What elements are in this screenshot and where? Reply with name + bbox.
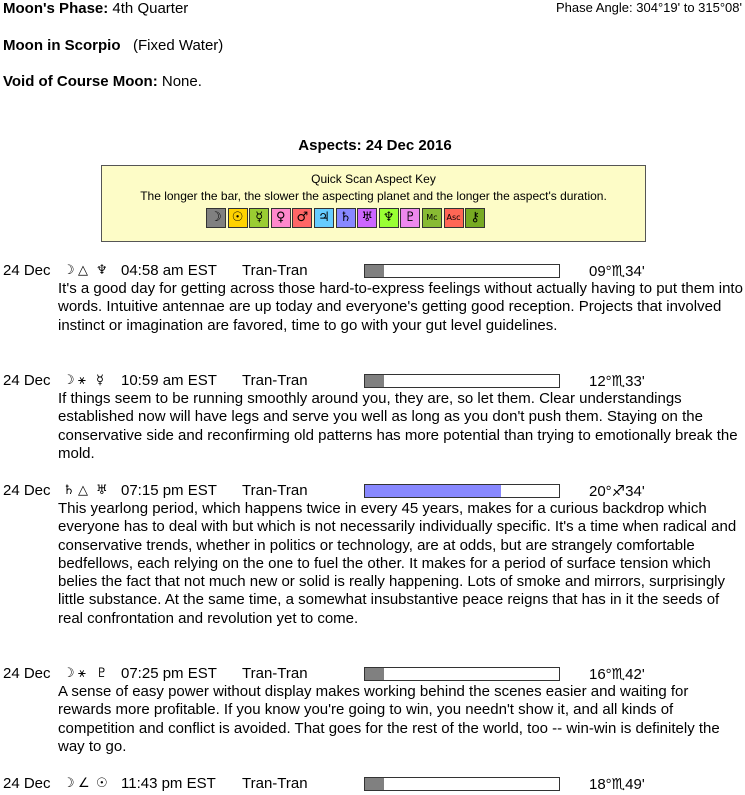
aspect-interpretation: This yearlong period, which happens twice in every 45 years, makes for a curious backdrop which everyone has to deal with but which is not necessarily individually specific. It's a time when radical and conservative trends, whether in politics or technology, are at odds, but are strangely comfortable bedfellows, each relying on the one to fuel the other. It makes for a period of surface tension which belies the fact that not much new or solid is really happening. Lots of smoke and mirrors, surprisingly little substance. At the same time, a somewhat insubstantive peace reigns that has in it the seeds of real confrontation and revolution yet to come.: [58, 500, 737, 627]
swatch-midheaven-icon: Mc: [422, 208, 442, 228]
aspect-planet1-icon: ☽: [63, 666, 75, 681]
aspect-time: 10:59 am EST: [121, 372, 217, 389]
aspect-symbol-icon: △: [78, 263, 88, 278]
swatch-moon-icon: ☽: [206, 208, 226, 228]
aspect-time: 11:43 pm EST: [121, 775, 216, 792]
aspect-planet2-icon: ♇: [96, 666, 108, 681]
moon-phase-label: Moon's Phase:: [3, 0, 109, 17]
aspect-symbol-icon: ⚹: [78, 373, 86, 388]
aspect-date: 24 Dec: [3, 482, 51, 499]
aspect-key-box: [101, 165, 646, 242]
aspect-key-description: The longer the bar, the slower the aspecting planet and the longer the aspect's duration.: [140, 189, 607, 203]
aspect-duration-fill: [365, 485, 501, 497]
aspect-date: 24 Dec: [3, 262, 51, 279]
swatch-chiron-icon: ⚷: [465, 208, 485, 228]
swatch-mars-icon: ♂: [292, 208, 312, 228]
aspect-planet2-icon: ♆: [96, 263, 108, 278]
aspect-interpretation: A sense of easy power without display makes working behind the scenes easier and waiting for rewards more profitable. If you know you're going to win, you needn't show it, and all kinds of competition and conflict is avoided. That goes for the rest of the world, too -- win-win is definitely the way to go.: [58, 683, 720, 755]
phase-angle-value: 304°19' to 315°08': [636, 0, 742, 15]
aspect-key-title: Quick Scan Aspect Key: [311, 172, 436, 186]
aspect-planet2-icon: ♅: [96, 483, 108, 498]
aspect-date: 24 Dec: [3, 372, 51, 389]
aspect-degree: 18°♏49': [589, 776, 645, 793]
aspect-degree: 16°♏42': [589, 666, 645, 683]
aspect-planet2-icon: ☉: [96, 776, 108, 791]
aspect-duration-bar: [364, 374, 560, 388]
moon-phase-value: 4th Quarter: [112, 0, 189, 17]
aspect-duration-fill: [365, 778, 384, 790]
aspect-symbol-icon: ⚹: [78, 666, 86, 681]
swatch-pluto-icon: ♇: [400, 208, 420, 228]
aspect-duration-fill: [365, 265, 384, 277]
aspect-symbol-icon: △: [78, 483, 88, 498]
aspect-planet1-icon: ☽: [63, 263, 75, 278]
aspect-planet1-icon: ☽: [63, 373, 75, 388]
aspect-date: 24 Dec: [3, 665, 51, 682]
aspect-degree: 12°♏33': [589, 373, 645, 390]
aspect-type: Tran-Tran: [242, 262, 308, 279]
aspect-time: 07:15 pm EST: [121, 482, 217, 499]
voc-label: Void of Course Moon:: [3, 73, 158, 90]
aspect-type: Tran-Tran: [242, 482, 308, 499]
aspect-planet1-icon: ♄: [63, 483, 75, 498]
aspect-planet2-icon: ☿: [96, 373, 104, 388]
aspect-type: Tran-Tran: [242, 372, 308, 389]
moon-phase-row: [3, 0, 188, 18]
swatch-saturn-icon: ♄: [336, 208, 356, 228]
aspect-key-swatches: [206, 208, 487, 228]
swatch-neptune-icon: ♆: [379, 208, 399, 228]
moon-sign-value: (Fixed Water): [133, 37, 224, 54]
aspect-degree: 20°♐34': [589, 483, 645, 500]
aspect-date: 24 Dec: [3, 775, 51, 792]
aspect-type: Tran-Tran: [242, 775, 308, 792]
swatch-mercury-icon: ☿: [249, 208, 269, 228]
aspects-title: Aspects: 24 Dec 2016: [298, 137, 452, 154]
aspect-planet1-icon: ☽: [63, 776, 75, 791]
swatch-uranus-icon: ♅: [357, 208, 377, 228]
moon-sign-row: [3, 37, 223, 55]
aspect-interpretation: It's a good day for getting across those hard-to-express feelings without actually having to put them into words. Intuitive antennae are up today and everyone's getting good reception. Projects that involved instinct or imagination are favored, time to go with your gut level guidelines.: [58, 280, 743, 334]
phase-angle-label: Phase Angle:: [556, 0, 633, 15]
aspect-degree: 09°♏34': [589, 263, 645, 280]
moon-sign-label: Moon in Scorpio: [3, 37, 121, 54]
void-of-course-row: [3, 73, 202, 91]
aspect-time: 07:25 pm EST: [121, 665, 217, 682]
aspect-duration-bar: [364, 667, 560, 681]
aspect-duration-bar: [364, 264, 560, 278]
aspect-duration-fill: [365, 668, 384, 680]
swatch-ascendant-icon: Asc: [444, 208, 464, 228]
aspect-interpretation: If things seem to be running smoothly around you, they are, so let them. Clear understandings established now will have legs and serve you well as long as you don't push them. Staying on the conservative side and reconfirming old patterns has more potential than trying to emotionally break the mold.: [58, 390, 738, 462]
phase-angle-row: [556, 0, 742, 15]
aspect-duration-bar: [364, 484, 560, 498]
aspect-symbol-icon: ∠: [78, 776, 90, 791]
swatch-sun-icon: ☉: [228, 208, 248, 228]
aspect-duration-bar: [364, 777, 560, 791]
aspect-duration-fill: [365, 375, 384, 387]
voc-value: None.: [161, 73, 202, 90]
swatch-jupiter-icon: ♃: [314, 208, 334, 228]
aspect-time: 04:58 am EST: [121, 262, 217, 279]
swatch-venus-icon: ♀: [271, 208, 291, 228]
aspect-type: Tran-Tran: [242, 665, 308, 682]
